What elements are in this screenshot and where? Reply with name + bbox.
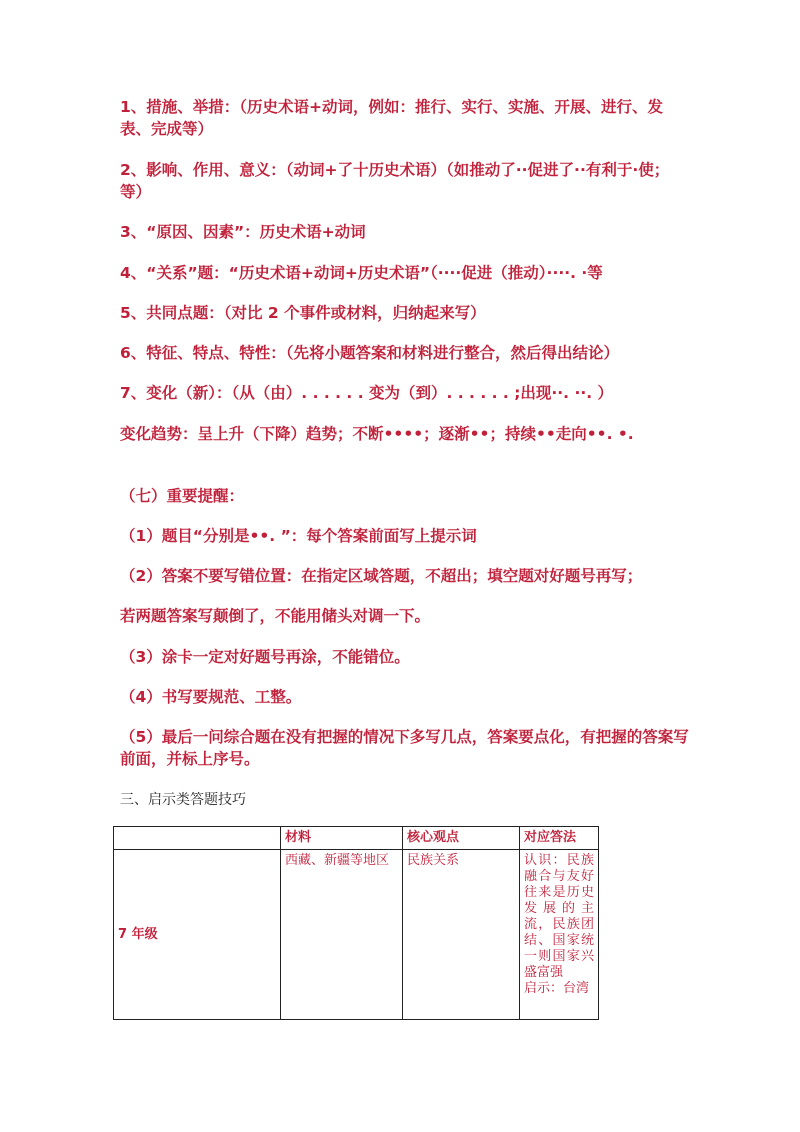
answer-extra-text: 启示：台湾	[524, 981, 590, 996]
text-line-8: 变化趋势：呈上升（下降）趋势；不断••••；逐渐••；持续••走向••. •.	[120, 425, 634, 443]
table-header-row	[114, 827, 599, 850]
text-line-12: 若两题答案写颠倒了，不能用储头对调一下。	[120, 607, 431, 625]
text-line-14: （4）书写要规范、工整。	[120, 688, 302, 706]
viewpoint-cell: 民族关系	[403, 850, 520, 1020]
table-header-cell: 对应答法	[520, 827, 599, 850]
tips-table	[113, 826, 599, 1020]
material-cell: 西藏、新疆等地区	[281, 850, 403, 1020]
grade-cell: 7 年级	[114, 850, 281, 1020]
text-line-5: 5、共同点题：（对比 2 个事件或材料，归纳起来写）	[120, 304, 486, 322]
text-line-1: 1、措施、举措：（历史术语+动词，例如：推行、实行、实施、开展、进行、发表、完成等）	[120, 98, 664, 138]
text-line-9: （七）重要提醒：	[120, 487, 245, 505]
text-line-11: （2）答案不要写错位置：在指定区域答题，不超出；填空题对好题号再写；	[120, 567, 643, 585]
table-header-cell	[114, 827, 281, 850]
text-line-4: 4、“关系”题：“历史术语+动词+历史术语”（····促进（推动）····. ·等	[120, 264, 603, 282]
text-line-3: 3、“原因、因素”：历史术语+动词	[120, 223, 366, 241]
text-line-7: 7、变化（新）：（从（由）. . . . . . 变为（到）. . . . . . ;出现··. ··. ）	[120, 384, 614, 402]
table-row	[114, 850, 599, 1020]
text-line-6: 6、特征、特点、特性：（先将小题答案和材料进行整合，然后得出结论）	[120, 344, 620, 362]
answer-text: 认识：民族融合与友好往来是历史发展的主流，民族团结、国家统一则国家兴盛富强	[524, 853, 594, 980]
text-line-13: （3）涂卡一定对好题号再涂，不能错位。	[120, 648, 410, 666]
text-line-15: （5）最后一问综合题在没有把握的情况下多写几点，答案要点化，有把握的答案写前面，并标上序号。	[120, 728, 689, 768]
section-title: 三、启示类答题技巧	[120, 792, 246, 808]
answer-cell	[520, 850, 599, 1020]
text-line-2: 2、影响、作用、意义：（动词+了十历史术语）（如推动了··促进了··有利于·使；等）	[120, 161, 670, 201]
table-header-cell: 核心观点	[403, 827, 520, 850]
table-header-cell: 材料	[281, 827, 403, 850]
text-line-10: （1）题目“分别是••. ”：每个答案前面写上提示词	[120, 527, 477, 545]
